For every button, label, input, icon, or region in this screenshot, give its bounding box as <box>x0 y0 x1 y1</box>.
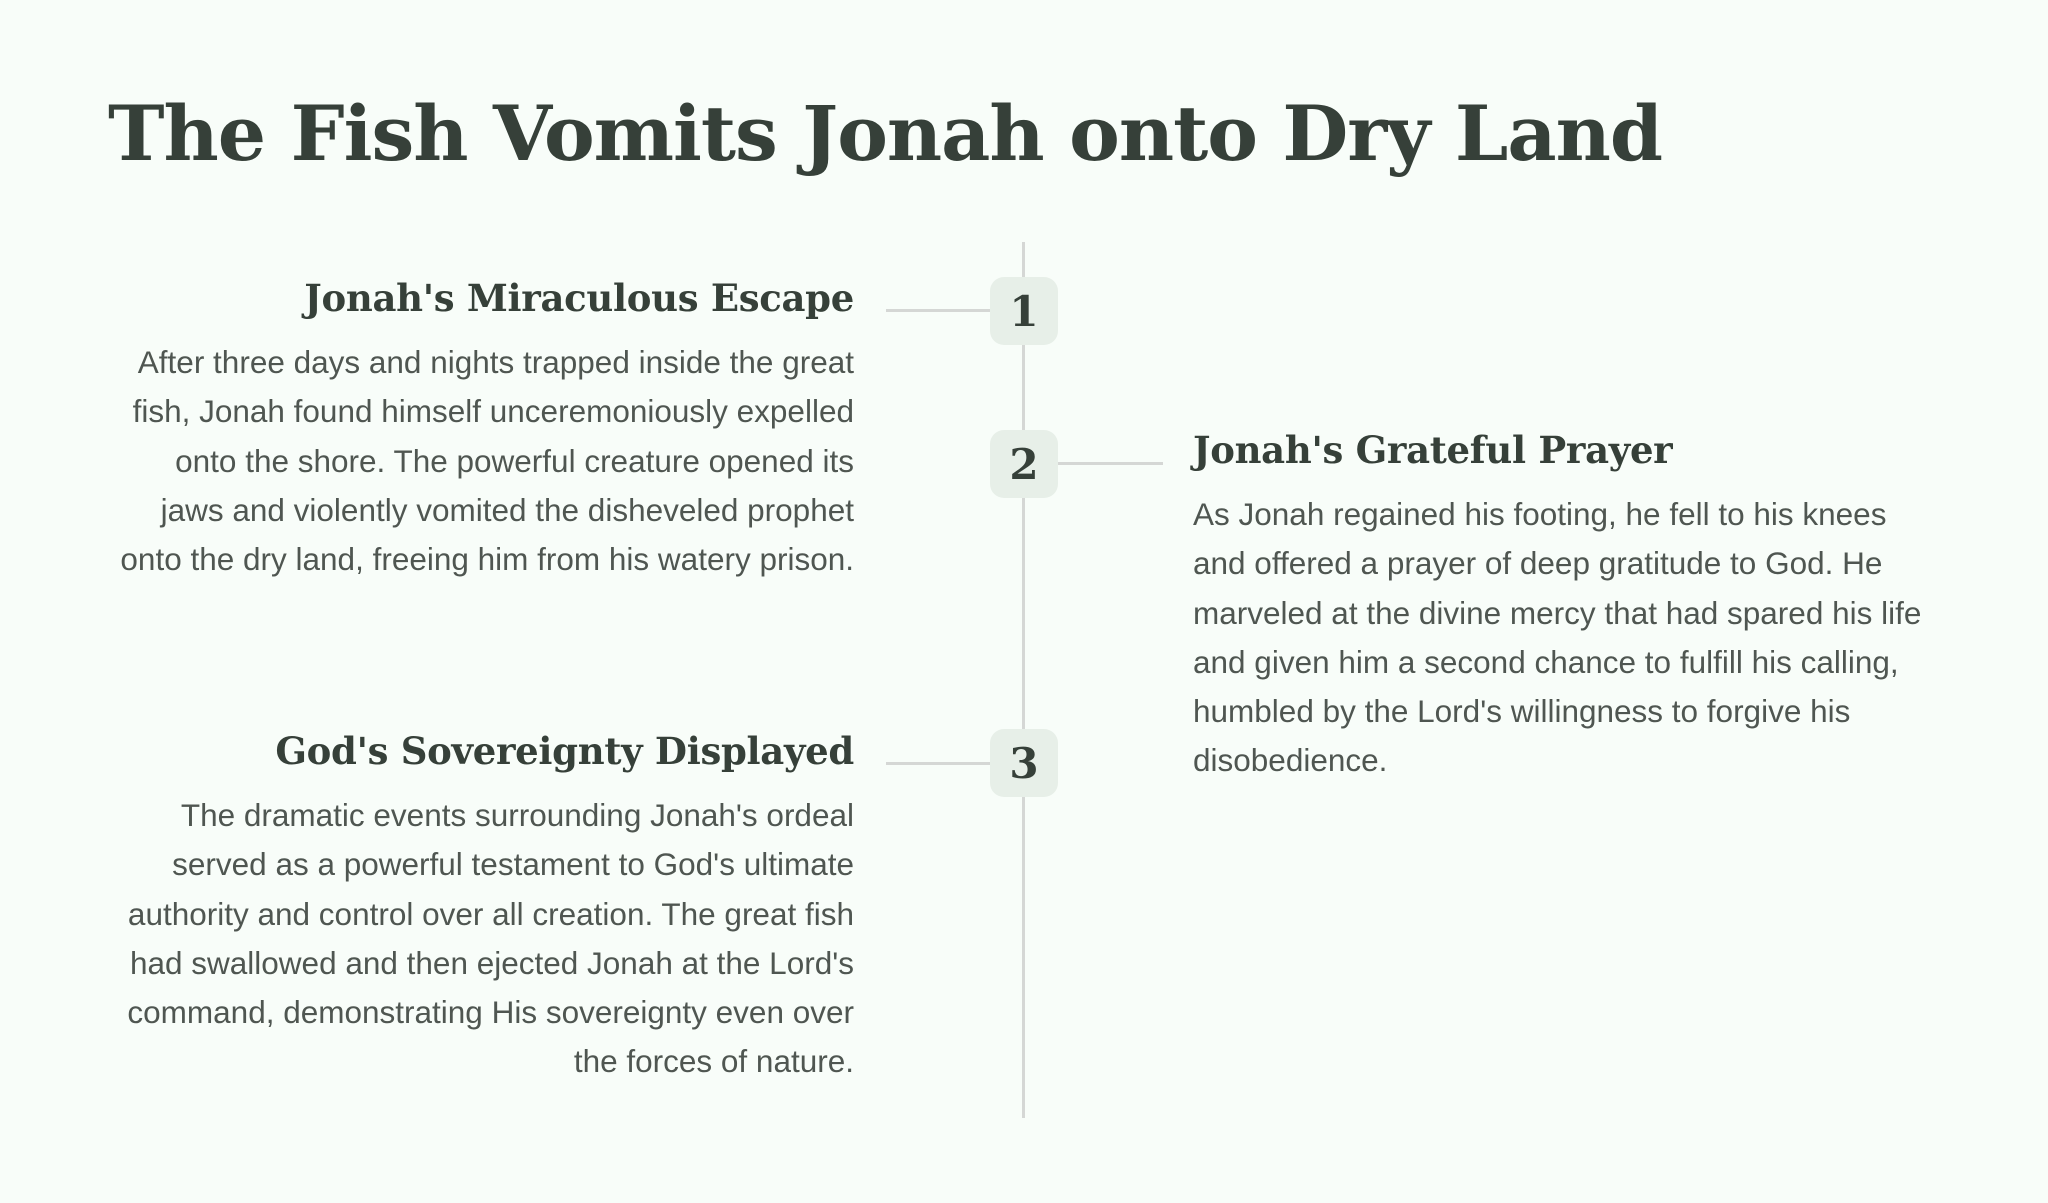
connector-2 <box>1056 462 1163 465</box>
timeline-item-2 <box>1193 428 1935 786</box>
item-body-1: After three days and nights trapped inside the great fish, Jonah found himself unceremoniously expelled onto the shore. The powerful creature opened its jaws and violently vomited the disheveled prophet onto the dry land, freeing him from his watery prison. <box>120 344 854 578</box>
item-heading-3: God's Sovereignty Displayed <box>275 729 854 773</box>
step-badge-1: 1 <box>990 277 1058 345</box>
page-title: The Fish Vomits Jonah onto Dry Land <box>108 89 1662 178</box>
timeline-item-1 <box>114 276 854 584</box>
step-badge-2: 2 <box>990 430 1058 498</box>
connector-3 <box>886 762 992 765</box>
connector-1 <box>886 309 992 312</box>
timeline-line <box>1022 242 1025 1118</box>
item-heading-2: Jonah's Grateful Prayer <box>1193 428 1673 472</box>
timeline-item-3 <box>114 729 854 1087</box>
item-body-2: As Jonah regained his footing, he fell to his knees and offered a prayer of deep gratitude to God. He marveled at the divine mercy that had spared his life and given him a second chance to fulfill his calling, humbled by the Lord's willingness to forgive his disobedience. <box>1193 496 1922 779</box>
item-heading-1: Jonah's Miraculous Escape <box>304 276 854 320</box>
item-body-3: The dramatic events surrounding Jonah's ordeal served as a powerful testament to God's ultimate authority and control over all creation. The great fish had swallowed and then ejected Jonah at the Lord's command, demonstrating His sovereignty even over the forces of nature. <box>127 797 854 1080</box>
step-badge-3: 3 <box>990 729 1058 797</box>
